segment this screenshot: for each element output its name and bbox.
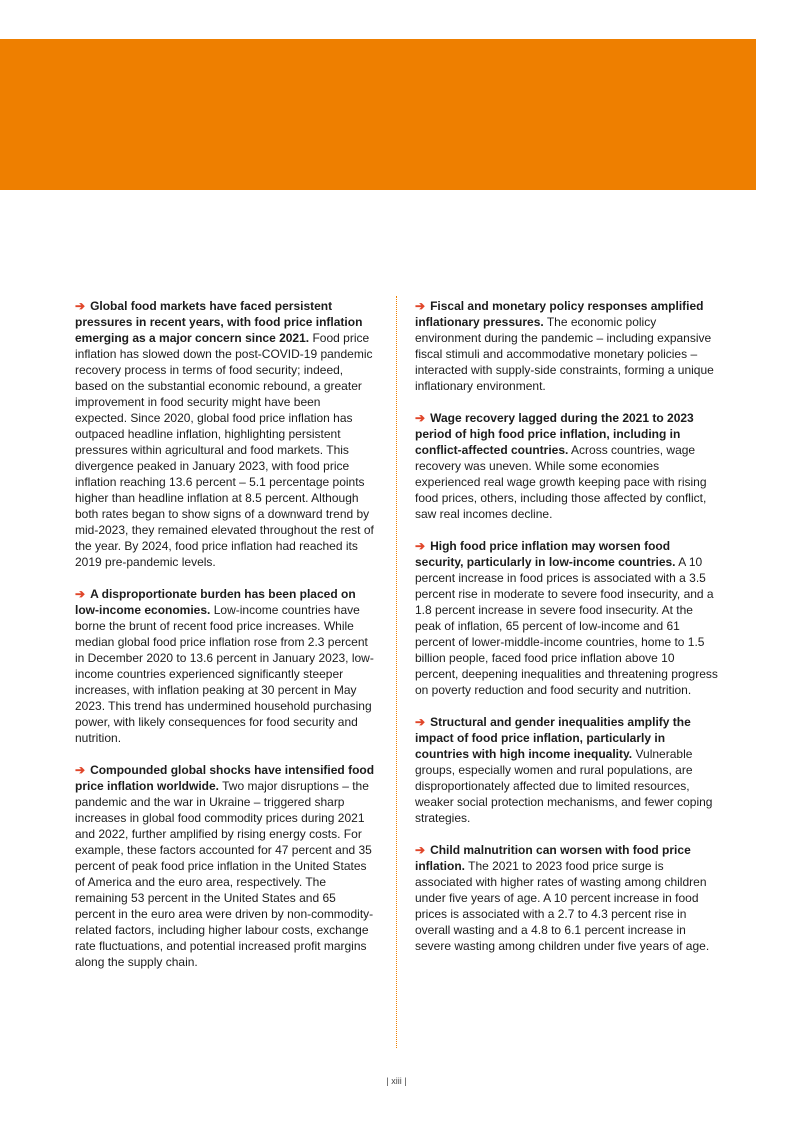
arrow-right-icon: ➔ — [75, 299, 86, 313]
header-banner — [0, 39, 756, 190]
key-message-body: Low-income countries have borne the brunt of recent food price increases. While median global food price inflation rose from 2.3 percent in December 2020 to 13.6 percent in January 2023, low-income countries experienced significantly steeper increases, with inflation peaking at 30 percent in May 2023. This trend has undermined household purchasing power, with likely consequences for food security and nutrition. — [75, 603, 374, 745]
key-message-lead: Global food markets have faced persistent pressures in recent years, with food price inflation emerging as a major concern since 2021. — [75, 299, 363, 345]
key-message-lead: Compounded global shocks have intensified food price inflation worldwide. — [75, 763, 375, 793]
key-message — [415, 714, 720, 826]
arrow-right-icon: ➔ — [75, 763, 86, 777]
arrow-right-icon: ➔ — [415, 715, 426, 729]
key-message-lead: Structural and gender inequalities amplify the impact of food price inflation, particularly in countries with high income inequality. — [415, 715, 691, 761]
right-column — [415, 298, 720, 970]
page-number: | xiii | — [386, 1076, 407, 1086]
key-message-body: Food price inflation has slowed down the post-COVID-19 pandemic recovery process in terms of food security; indeed, based on the substantial economic rebound, a greater improvement in food security might have been expected. Since 2020, global food price inflation has outpaced headline inflation, highlighting persistent pressures within agricultural and food markets. This divergence peaked in January 2023, with food price inflation reaching 13.6 percent – 5.1 percentage points higher than headline inflation at 8.5 percent. Although both rates began to show signs of a downward trend by mid-2023, they remained elevated throughout the rest of the year. By 2024, food price inflation had reached its 2019 pre-pandemic levels. — [75, 331, 374, 569]
key-message-body: The 2021 to 2023 food price surge is associated with higher rates of wasting among children under five years of age. A 10 percent increase in food prices is associated with a 2.7 to 4.3 percent rise in overall wasting and a 4.8 to 6.1 percent increase in severe wasting among children under five years of age. — [415, 859, 710, 953]
arrow-right-icon: ➔ — [415, 539, 426, 553]
key-message-lead: Wage recovery lagged during the 2021 to 2023 period of high food price inflation, including in conflict-affected countries. — [415, 411, 694, 457]
key-message-body: Across countries, wage recovery was uneven. While some economies experienced real wage growth keeping pace with rising food prices, others, including those affected by conflict, saw real incomes decline. — [415, 443, 707, 521]
key-message-lead: A disproportionate burden has been placed on low-income economies. — [75, 587, 356, 617]
key-message — [415, 842, 720, 954]
key-message-lead: Child malnutrition can worsen with food price inflation. — [415, 843, 691, 873]
key-message — [75, 586, 375, 746]
key-message-body: Vulnerable groups, especially women and rural populations, are disproportionately affected due to limited resources, weaker social protection mechanisms, and fewer coping strategies. — [415, 747, 713, 825]
key-message-body: The economic policy environment during the pandemic – including expansive fiscal stimuli and accommodative monetary policies – interacted with supply-side constraints, forming a unique inflationary environment. — [415, 315, 714, 393]
key-message-lead: Fiscal and monetary policy responses amplified inflationary pressures. — [415, 299, 704, 329]
arrow-right-icon: ➔ — [415, 843, 426, 857]
key-message — [75, 298, 375, 570]
arrow-right-icon: ➔ — [415, 299, 426, 313]
column-divider — [396, 296, 397, 1048]
key-message-body: A 10 percent increase in food prices is associated with a 3.5 percent rise in moderate to severe food insecurity, and a 1.8 percent increase in severe food insecurity. At the peak of inflation, 65 percent of low-income and 61 percent of lower-middle-income countries, home to 1.5 billion people, faced food price inflation above 10 percent, deepening inequalities and threatening progress on poverty reduction and food security and nutrition. — [415, 555, 718, 697]
key-message — [415, 538, 720, 698]
arrow-right-icon: ➔ — [415, 411, 426, 425]
left-column — [75, 298, 375, 986]
key-message-lead: High food price inflation may worsen food security, particularly in low-income countries. — [415, 539, 676, 569]
arrow-right-icon: ➔ — [75, 587, 86, 601]
key-message — [415, 298, 720, 394]
key-message-body: Two major disruptions – the pandemic and the war in Ukraine – triggered sharp increases in global food commodity prices during 2021 and 2022, further amplified by rising energy costs. For example, these factors accounted for 47 percent and 35 percent of peak food price inflation in the United States of America and the euro area, respectively. The remaining 53 percent in the United States and 65 percent in the euro area were driven by non-commodity-related factors, including higher labour costs, exchange rate fluctuations, and potential increased profit margins along the supply chain. — [75, 779, 374, 969]
key-message — [75, 762, 375, 970]
key-message — [415, 410, 720, 522]
